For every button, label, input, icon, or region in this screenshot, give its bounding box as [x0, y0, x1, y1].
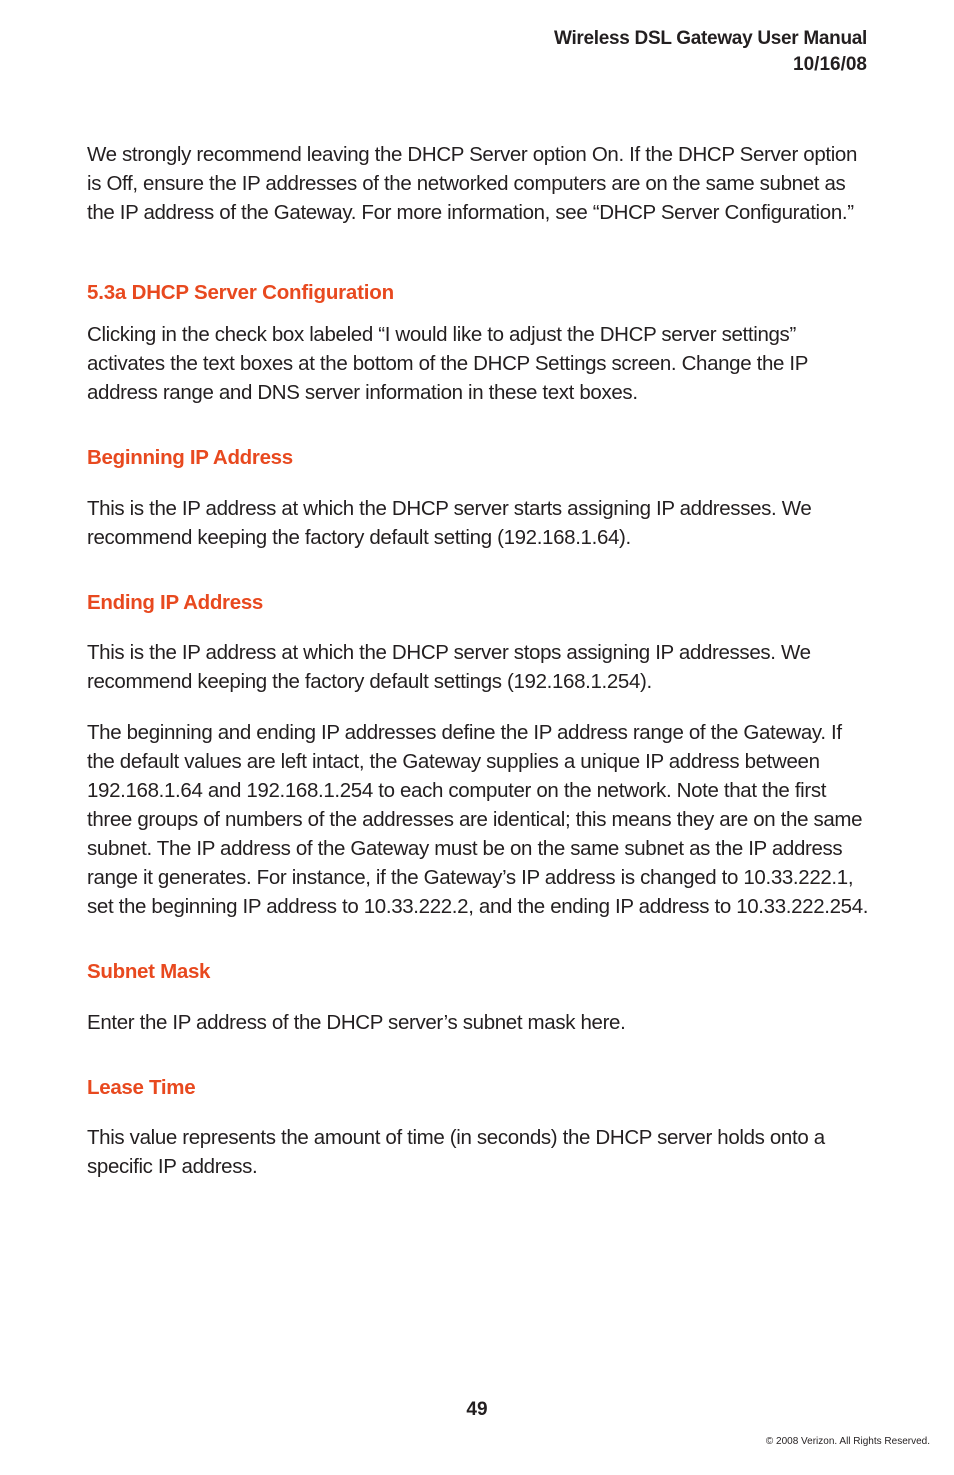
- copyright-notice: © 2008 Verizon. All Rights Reserved.: [765, 1436, 930, 1447]
- page-content: [87, 140, 872, 1181]
- lease-time-heading: Lease Time: [87, 1076, 196, 1099]
- beginning-ip-heading: Beginning IP Address: [87, 446, 293, 469]
- page-number: 49: [466, 1399, 488, 1420]
- manual-date: 10/16/08: [793, 54, 867, 75]
- lease-time-body: This value represents the amount of time (in seconds) the DHCP server holds onto a specific IP address.: [87, 1126, 825, 1178]
- beginning-ip-body: This is the IP address at which the DHCP server starts assigning IP addresses. We recommend keeping the factory default setting (192.168.1.64).: [87, 497, 812, 549]
- subnet-mask-body: Enter the IP address of the DHCP server’s subnet mask here.: [87, 1011, 626, 1034]
- section-title: 5.3a DHCP Server Configuration: [87, 281, 394, 304]
- page-header: [554, 26, 867, 78]
- intro-paragraph: We strongly recommend leaving the DHCP Server option On. If the DHCP Server option is Off, ensure the IP addresses of the networked computers are on the same subnet as the IP address of the Gateway. For more information, see “DHCP Server Configuration.”: [87, 143, 858, 224]
- manual-title: Wireless DSL Gateway User Manual: [553, 28, 867, 49]
- ending-ip-heading: Ending IP Address: [87, 591, 264, 614]
- ending-ip-body: This is the IP address at which the DHCP server stops assigning IP addresses. We recommend keeping the factory default settings (192.168.1.254).: [87, 641, 811, 693]
- ip-range-explanation: The beginning and ending IP addresses define the IP address range of the Gateway. If the default values are left intact, the Gateway supplies a unique IP address between 192.168.1.64 and 192.168.1.254 to each computer on the network. Note that the first three groups of numbers of the addresses are identical; this means they are on the same subnet. The IP address of the Gateway must be on the same subnet as the IP address range it generates. For instance, if the Gateway’s IP address is changed to 10.33.222.1, set the beginning IP address to 10.33.222.2, and the ending IP address to 10.33.222.254.: [87, 721, 869, 918]
- section-body: Clicking in the check box labeled “I would like to adjust the DHCP server settings” activates the text boxes at the bottom of the DHCP Settings screen. Change the IP address range and DNS server information in these text boxes.: [87, 323, 808, 404]
- subnet-mask-heading: Subnet Mask: [87, 960, 211, 983]
